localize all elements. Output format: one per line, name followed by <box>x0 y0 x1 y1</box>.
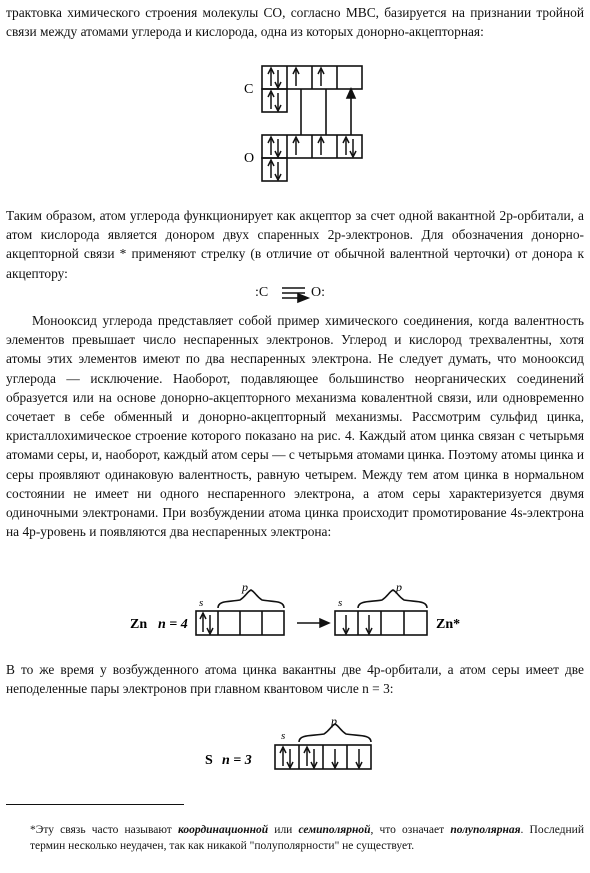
zn-n-label: n = 4 <box>158 617 188 632</box>
bond-lines <box>301 89 355 135</box>
zn-label: Zn <box>130 617 148 632</box>
paragraph-1: трактовка химического строения молекулы CO, согласно МВС, базируется на признании тройной связи между атомами углерода и кислорода, одна из которых донорно-акцепторная: <box>6 5 584 40</box>
carbon-orbitals <box>262 66 362 112</box>
footnote-text-2: или <box>268 824 299 836</box>
paragraph-2: Таким образом, атом углерода функционирует как акцептор за счет одной вакантной 2p-орбитали, а атом кислорода является донором двух спаренных 2p-электронов. Для обозначения донорно-акцепторной связи * применяют стрелку (в отличие от обычной валентной черточки) от донора к акцептору: <box>6 208 584 281</box>
footnote-term-coordination: координационной <box>177 824 269 836</box>
s-s-label: s <box>281 730 286 742</box>
footnote <box>30 823 584 854</box>
zn-p-label: p <box>242 580 248 594</box>
excitation-arrow <box>297 619 329 627</box>
zn-excited-label: Zn* <box>436 617 461 632</box>
zn-excited-s-label: s <box>338 597 343 609</box>
zn-ground-orbitals <box>196 590 284 635</box>
zn-s-label: s <box>199 597 204 609</box>
oxygen-label: O <box>244 151 255 166</box>
footnote-rule <box>6 804 184 805</box>
footnote-marker: * <box>30 824 36 836</box>
triple-bond-arrow <box>282 288 308 302</box>
s-p-label: p <box>331 714 337 728</box>
co-formula-right: O: <box>311 285 325 300</box>
footnote-term-halfpolar: полуполярная <box>450 824 521 836</box>
s-n-label: n = 3 <box>222 753 252 768</box>
footnote-text-3: , что означает <box>370 824 451 836</box>
zn-excited-p-label: p <box>396 580 402 594</box>
footnote-text-4: . Последний термин несколько неудачен, так как никакой "полуполярности" не существует. <box>30 824 584 852</box>
co-formula-left: :C <box>255 285 269 300</box>
paragraph-3: Монооксид углерода представляет собой пример химического соединения, когда валентность элементов превышает число неспаренных электронов. Углерод и кислород трехвалентны, хотя атомы этих элементов имеют по два неспаренных электрона. Не следует думать, что монооксид углерода — исключение. Наоборот, подавляющее большинство неорганических соединений образуется или на основе донорно-акцепторного механизма ковалентной связи, или одновременно сочетает в себе обменный и донорно-акцепторный механизмы. Рассмотрим сульфид цинка, кристаллохимическое строение которого показано на рис. 4. Каждый атом цинка связан с четырьмя атомами серы, и, наоборот, каждый атом серы — с четырьмя атомами цинка. Поэтому атомы цинка и серы проявляют одинаковую валентность, равную четырем. Между тем атом цинка в нормальном состоянии не имеет ни одного неспаренного электрона, а атом серы характеризуется двумя одиночными электронами. При возбуждении атома цинка происходит промотирование 4s-электрона на 4p-уровень и появляются два неспаренных электрона: <box>6 313 584 540</box>
sulfur-arrows <box>280 747 362 768</box>
paragraph-4: В то же время у возбужденного атома цинка вакантны две 4p-орбитали, а атом серы имеет две неподеленные пары электронов при главном квантовом числе n = 3: <box>6 662 584 697</box>
footnote-text-1: Эту связь часто называют <box>35 824 178 836</box>
zn-ground-arrows <box>200 613 213 634</box>
carbon-label: C <box>244 82 254 97</box>
footnote-term-semipolar: семиполярной <box>298 824 371 836</box>
oxygen-orbitals <box>262 135 362 181</box>
s-atom-label: S <box>205 753 213 768</box>
